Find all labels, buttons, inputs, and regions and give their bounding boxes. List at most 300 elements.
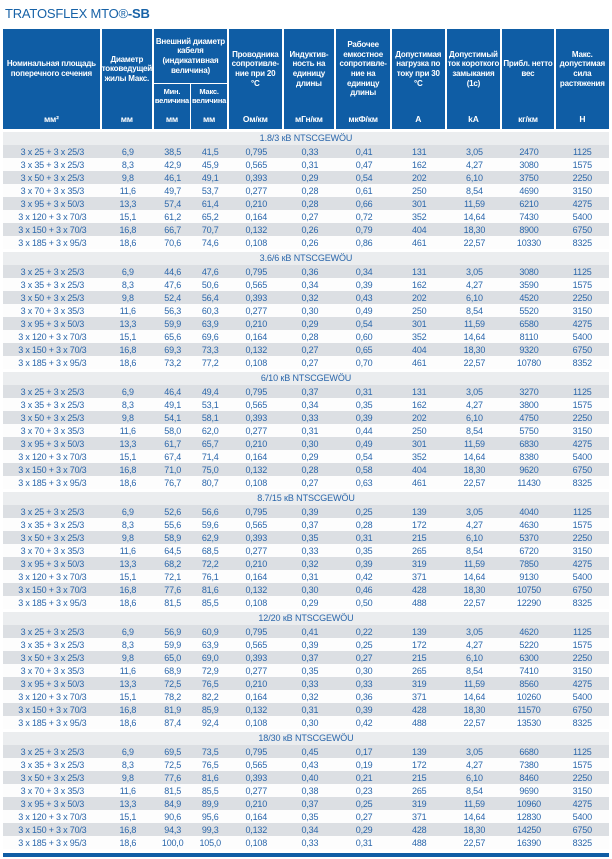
cell: 5750 [519,425,539,436]
cell: 82,2 [201,691,219,702]
header-current-rating [392,29,447,129]
cell: 3 x 120 + 3 x 70/3 [18,691,87,702]
cell: 8,3 [121,159,134,170]
table-row [3,236,609,249]
cell: 13,3 [119,198,137,209]
cell: 301 [412,198,427,209]
cell: 0,393 [245,652,268,663]
cell: 0,65 [355,344,373,355]
cell: 0,36 [301,266,319,277]
header-unit: kA [468,114,479,124]
cell: 1125 [573,746,592,757]
cell: 85,9 [201,704,219,715]
cell: 0,31 [301,704,319,715]
cell: 54,1 [164,412,182,423]
cell: 0,41 [301,626,319,637]
cell: 15,1 [119,331,137,342]
cell: 81,5 [164,785,182,796]
cell: 0,132 [245,464,268,475]
cell: 11,59 [463,678,485,689]
header-outer-diameter-group [154,29,229,129]
cell: 6750 [572,224,592,235]
table-row [3,745,609,758]
table-header [3,29,609,129]
cell: 352 [412,451,427,462]
cell: 65,0 [164,652,182,663]
header-outer-diameter-min [154,84,190,129]
table-row [3,625,609,638]
cell: 8,54 [466,545,483,556]
section-band: 6/10 кВ NTSCGEWÖU [3,372,609,385]
cell: 0,565 [245,399,268,410]
cell: 64,5 [164,545,182,556]
cell: 0,27 [355,811,373,822]
cell: 3590 [519,279,539,290]
cell: 60,3 [201,305,219,316]
cell: 0,37 [301,386,319,397]
cell: 18,6 [119,837,137,848]
cell: 0,35 [301,532,319,543]
cell: 6580 [519,318,539,329]
cell: 0,28 [301,198,319,209]
cell: 162 [412,399,427,410]
cell: 38,5 [164,146,182,157]
cell: 0,164 [245,211,268,222]
cell: 0,28 [301,464,319,475]
cell: 6750 [572,824,592,835]
table-row [3,570,609,583]
section-band: 18/30 кВ NTSCGEWÖU [3,732,609,745]
table-row [3,771,609,784]
cell: 3 x 150 + 3 x 70/3 [18,584,87,595]
cell: 488 [412,597,427,608]
cell: 5220 [519,639,539,650]
cell: 8,54 [466,185,483,196]
cell: 0,277 [245,185,268,196]
table-row [3,677,609,690]
cell: 404 [412,344,427,355]
cell: 16,8 [119,584,137,595]
cell: 0,27 [301,477,319,488]
cell: 3 x 25 + 3 x 25/3 [20,746,85,757]
table-row [3,411,609,424]
cell: 0,27 [301,357,319,368]
cell: 0,108 [245,597,268,608]
cell: 3 x 50 + 3 x 25/3 [20,652,85,663]
cell: 0,54 [355,451,373,462]
cell: 0,32 [301,292,319,303]
cell: 0,34 [355,266,373,277]
cell: 0,27 [301,211,319,222]
cell: 3 x 25 + 3 x 25/3 [20,506,85,517]
cell: 61,4 [201,198,219,209]
cell: 8,3 [121,639,134,650]
header-unit: мГн/км [295,114,323,124]
cell: 22,57 [463,357,486,368]
header-unit: А [415,114,422,124]
cell: 0,45 [301,746,319,757]
cell: 2250 [572,292,592,303]
cell: 0,565 [245,159,268,170]
cell: 72,5 [164,759,182,770]
cell: 3,05 [466,266,483,277]
cell: 371 [412,691,427,702]
cell: 9130 [519,571,539,582]
cell: 0,277 [245,425,268,436]
cell: 6,9 [121,266,134,277]
cell: 0,37 [301,519,319,530]
cell: 0,277 [245,545,268,556]
header-label: Допустимый ток короткого замыкания (1с) [447,49,500,88]
cell: 0,210 [245,678,268,689]
cell: 15,1 [119,571,137,582]
cell: 6680 [519,746,539,757]
header-unit: мм [202,114,216,124]
cell: 0,795 [245,746,268,757]
header-unit: мкФ/км [348,114,378,124]
cell: 58,0 [164,425,182,436]
cell: 352 [412,331,427,342]
cell: 371 [412,811,427,822]
cell: 0,132 [245,824,268,835]
cell: 0,49 [355,438,373,449]
cell: 11570 [517,704,541,715]
cell: 404 [412,464,427,475]
cell: 0,72 [355,211,373,222]
table-row [3,424,609,437]
cell: 14,64 [463,211,486,222]
table-row [3,450,609,463]
cell: 81,5 [164,597,182,608]
cell: 6,10 [466,532,483,543]
cell: 0,29 [301,172,319,183]
table-row [3,557,609,570]
cell: 215 [412,652,427,663]
cell: 8,54 [466,305,483,316]
cell: 12290 [516,597,541,608]
cell: 0,47 [355,159,373,170]
cell: 52,4 [164,292,182,303]
cell: 45,9 [201,159,219,170]
cell: 3 x 150 + 3 x 70/3 [18,344,87,355]
header-inductance [284,29,337,129]
cell: 3 x 185 + 3 x 95/3 [18,477,87,488]
cell: 4,27 [466,279,483,290]
cell: 76,5 [201,759,219,770]
cell: 1125 [573,506,592,517]
cell: 2250 [572,772,592,783]
cell: 63,9 [201,318,219,329]
cell: 13,3 [119,438,137,449]
cell: 53,7 [201,185,219,196]
cell: 4275 [572,798,592,809]
cell: 3 x 35 + 3 x 25/3 [20,399,85,410]
table-row [3,823,609,836]
cell: 0,29 [301,318,319,329]
table-body [3,132,609,849]
cell: 11,6 [119,305,136,316]
cell: 15,1 [119,451,137,462]
table-row [3,651,609,664]
cell: 65,6 [164,331,182,342]
cell: 11,59 [463,558,485,569]
cell: 56,3 [164,305,182,316]
cell: 265 [412,785,427,796]
cell: 73,5 [201,746,219,757]
cell: 131 [412,146,427,157]
cell: 18,6 [119,477,137,488]
cell: 8,3 [121,519,134,530]
cell: 6,10 [466,772,483,783]
cell: 49,1 [164,399,182,410]
cell: 9690 [519,785,539,796]
header-unit: Н [579,114,586,124]
cell: 3 x 50 + 3 x 25/3 [20,532,85,543]
cell: 1125 [573,146,592,157]
table-row [3,690,609,703]
cell: 5400 [572,811,592,822]
cell: 13,3 [119,318,137,329]
cell: 0,34 [301,824,319,835]
cell: 16,8 [119,344,137,355]
cell: 1575 [572,759,592,770]
cell: 0,35 [301,665,319,676]
table-row [3,476,609,489]
cell: 11,6 [119,425,136,436]
cell: 0,32 [301,558,319,569]
cell: 3,05 [466,146,483,157]
table-row [3,531,609,544]
cell: 22,57 [463,837,486,848]
cell: 22,57 [463,477,486,488]
cell: 0,37 [301,798,319,809]
cell: 46,4 [164,386,182,397]
cell: 250 [412,185,427,196]
cell: 2470 [519,146,539,157]
cell: 4,27 [466,759,483,770]
cell: 0,108 [245,717,268,728]
cell: 0,393 [245,172,268,183]
table-row [3,664,609,677]
cell: 7380 [519,759,539,770]
cell: 319 [412,798,427,809]
cell: 4275 [572,198,592,209]
cell: 9,8 [121,652,134,663]
cell: 11,6 [119,785,136,796]
cell: 0,795 [245,266,268,277]
cell: 0,35 [355,545,373,556]
cell: 56,4 [201,292,219,303]
cell: 301 [412,318,427,329]
cell: 0,39 [355,704,373,715]
cell: 59,9 [164,639,182,650]
cell: 0,39 [301,639,319,650]
header-unit: мм² [43,114,59,124]
table-row [3,836,609,849]
cell: 0,164 [245,451,268,462]
cell: 0,565 [245,639,268,650]
cell: 18,30 [463,704,486,715]
cell: 6750 [572,584,592,595]
cell: 0,60 [355,331,373,342]
table-row [3,518,609,531]
cell: 352 [412,211,427,222]
cell: 65,2 [201,211,219,222]
cell: 0,41 [355,146,373,157]
cell: 461 [412,477,427,488]
cell: 92,4 [201,717,219,728]
cell: 3 x 185 + 3 x 95/3 [18,837,87,848]
cell: 16,8 [119,464,137,475]
cell: 139 [412,626,427,637]
cell: 319 [412,678,427,689]
cell: 265 [412,545,427,556]
cell: 0,46 [355,584,373,595]
cell: 59,9 [164,318,182,329]
cell: 15,1 [119,691,137,702]
cell: 4275 [572,678,592,689]
cell: 3080 [519,266,539,277]
header-label: Рабочее емкостное сопротивле- ние на единицу длины [339,40,387,98]
cell: 47,6 [164,279,182,290]
table-row [3,596,609,609]
header-unit: Ом/км [242,114,268,124]
cell: 2250 [572,172,592,183]
cell: 3,05 [466,626,483,637]
cell: 0,108 [245,477,268,488]
cell: 3 x 70 + 3 x 35/3 [20,425,85,436]
cell: 4630 [519,519,539,530]
cell: 0,31 [301,159,319,170]
cell: 5400 [572,571,592,582]
cell: 11,6 [119,665,136,676]
cell: 49,1 [201,172,219,183]
table-row [3,703,609,716]
cell: 0,565 [245,759,268,770]
cell: 13530 [516,717,541,728]
cell: 202 [412,292,427,303]
cell: 9620 [519,464,539,475]
cell: 428 [412,824,427,835]
cell: 2250 [572,652,592,663]
cell: 0,132 [245,704,268,715]
cell: 0,39 [355,412,373,423]
cell: 4,27 [466,159,483,170]
cell: 87,4 [164,717,182,728]
cell: 215 [412,532,427,543]
cell: 3150 [572,185,592,196]
cell: 0,393 [245,412,268,423]
cell: 0,795 [245,506,268,517]
cell: 3 x 150 + 3 x 70/3 [18,224,87,235]
cell: 0,39 [301,506,319,517]
cell: 78,2 [164,691,182,702]
cell: 0,21 [355,772,373,783]
cell: 3080 [519,159,539,170]
header-sublabel: Макс. величина [192,86,227,105]
table-row [3,158,609,171]
cell: 14,64 [463,691,486,702]
product-suffix: -SB [127,6,150,21]
cell: 1575 [572,159,592,170]
cell: 58,9 [164,532,182,543]
cell: 6,9 [121,386,134,397]
cell: 62,0 [201,425,219,436]
header-label: Индуктив- ность на единицу длины [289,49,329,88]
cell: 73,3 [201,344,219,355]
cell: 61,2 [164,211,182,222]
cell: 18,30 [463,584,486,595]
table-row [3,716,609,729]
cell: 0,30 [301,717,319,728]
cell: 0,132 [245,344,268,355]
cell: 3 x 95 + 3 x 50/3 [20,438,85,449]
section-band: 8.7/15 кВ NTSCGEWÖU [3,492,609,505]
cell: 18,6 [119,717,137,728]
cell: 95,6 [201,811,219,822]
table-row [3,758,609,771]
cell: 0,28 [301,185,319,196]
cell: 0,43 [301,759,319,770]
cell: 5400 [572,211,592,222]
cell: 18,30 [463,464,486,475]
cell: 139 [412,506,427,517]
table-row [3,304,609,317]
cell: 6,9 [121,626,134,637]
cell: 53,1 [201,399,219,410]
header-resistance [229,29,284,129]
cell: 66,7 [164,224,182,235]
cell: 76,1 [201,571,219,582]
cell: 77,6 [164,584,182,595]
header-tensile-force [556,29,609,129]
cell: 61,7 [164,438,182,449]
cell: 22,57 [463,597,486,608]
cell: 0,164 [245,691,268,702]
cell: 1125 [573,386,592,397]
cell: 3150 [572,665,592,676]
cell: 0,34 [301,399,319,410]
cell: 0,17 [355,746,373,757]
cell: 162 [412,279,427,290]
header-label: Номинальная площадь поперечного сечения [6,59,96,78]
cell: 11,59 [463,798,485,809]
cell: 6,10 [466,172,483,183]
cell: 8,54 [466,785,483,796]
cell: 3150 [572,425,592,436]
cell: 100,0 [161,837,184,848]
cell: 11,6 [119,185,136,196]
cell: 0,277 [245,305,268,316]
cell: 0,35 [355,399,373,410]
cell: 6830 [519,438,539,449]
cell: 0,38 [301,785,319,796]
header-unit: мм [120,114,133,124]
cell: 85,5 [201,597,219,608]
cell: 68,2 [164,558,182,569]
cell: 6720 [519,545,539,556]
cell: 11430 [517,477,541,488]
cell: 44,6 [164,266,182,277]
cell: 0,31 [355,386,373,397]
product-name: TRATOSFLEX MTO® [5,6,128,21]
cell: 1125 [573,266,592,277]
cell: 139 [412,746,427,757]
cell: 0,30 [301,584,319,595]
cell: 3 x 185 + 3 x 95/3 [18,237,87,248]
header-label: Прибл. нетто вес [503,59,553,78]
table-row [3,505,609,518]
